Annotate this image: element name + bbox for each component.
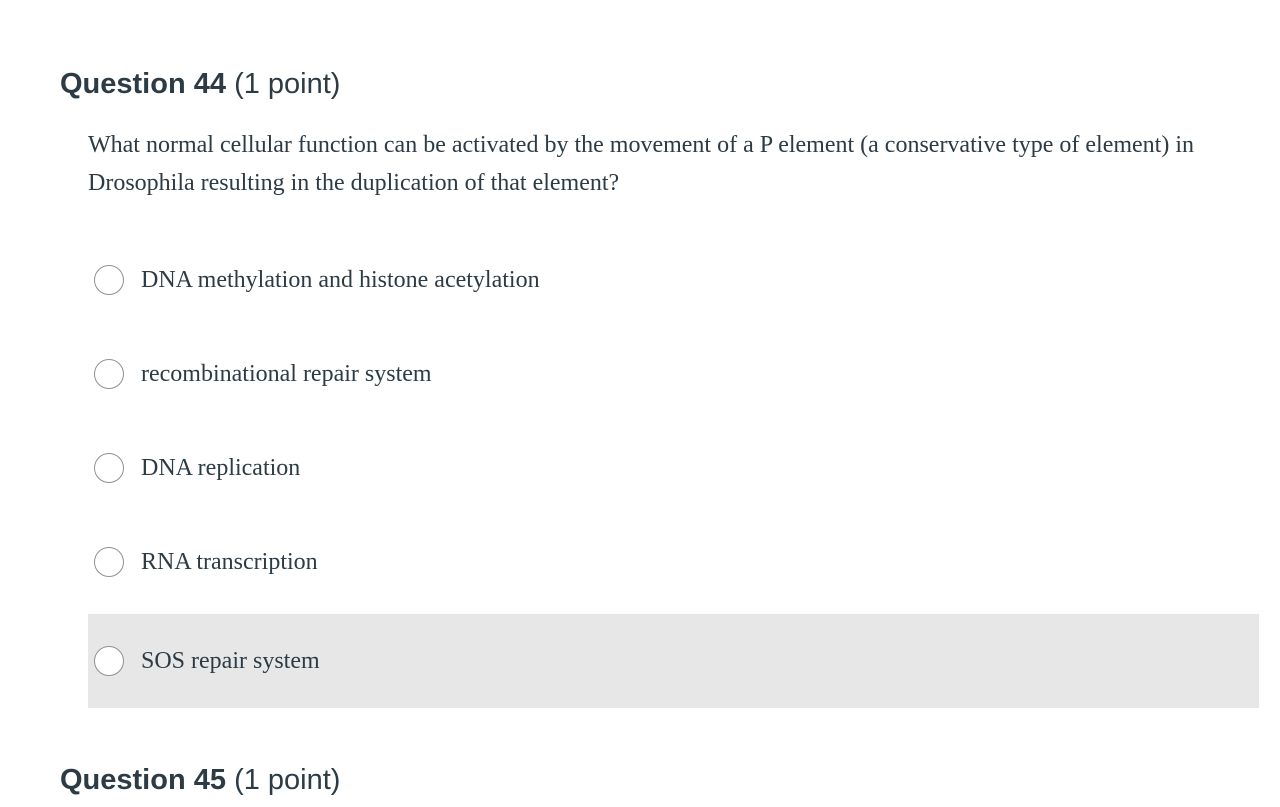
question-number: Question 44: [60, 68, 226, 100]
radio-button[interactable]: [94, 547, 124, 577]
answer-label[interactable]: DNA methylation and histone acetylation: [141, 266, 540, 293]
radio-button[interactable]: [94, 359, 124, 389]
question-44-text: What normal cellular function can be activated by the movement of a P element (a conservative type of element) in Drosophila resulting in the duplication of that element?: [88, 132, 1195, 196]
answer-option-2[interactable]: [88, 327, 1259, 421]
radio-button[interactable]: [94, 646, 124, 676]
answer-label[interactable]: SOS repair system: [141, 647, 320, 674]
question-number: Question 45: [60, 764, 226, 796]
answer-option-4[interactable]: [88, 515, 1259, 609]
answer-label[interactable]: DNA replication: [141, 454, 301, 481]
answer-label[interactable]: RNA transcription: [141, 548, 318, 575]
answer-option-3[interactable]: [88, 421, 1259, 515]
question-points: (1 point): [234, 764, 341, 796]
radio-button[interactable]: [94, 453, 124, 483]
answer-label[interactable]: recombinational repair system: [141, 360, 432, 387]
answer-option-1[interactable]: [88, 233, 1259, 327]
answer-option-5[interactable]: [88, 614, 1259, 708]
radio-button[interactable]: [94, 265, 124, 295]
question-44-header: [60, 66, 340, 102]
question-points: (1 point): [234, 68, 341, 100]
question-45-header: [60, 762, 340, 798]
